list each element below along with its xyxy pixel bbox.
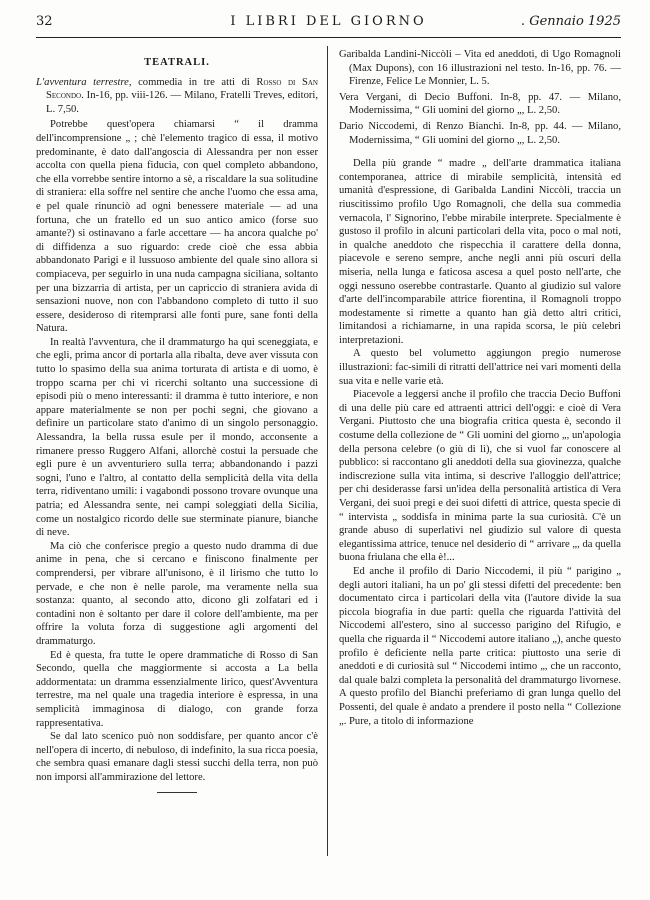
journal-title: I LIBRI DEL GIORNO <box>230 14 427 29</box>
page-number: 32 <box>36 14 53 29</box>
issue-date: Gennaio 1925 <box>529 14 621 29</box>
paragraph: Se dal lato scenico può non soddisfare, per quanto ancor c'è nell'opera di incerto, di nebuloso, di indefinito, la sua ricca poesia, che sembra quasi emanare dagli stessi succhi della terra, non può non imporsi all'ammirazione del lettore. <box>36 731 318 783</box>
left-column <box>36 48 318 793</box>
header-dot: . <box>520 14 525 29</box>
book-author: Rosso di San Secondo <box>46 76 318 102</box>
header-rule <box>36 37 621 38</box>
paragraph: In realtà l'avventura, che il drammaturgo ha qui sceneggiata, e che egli, prima ancor di portarla alla ribalta, deve aver vissuta con tutto lo spasimo della sua anima torturata di artista e di uomo, è troppo scarna per chi vi ricerchi soltanto una successione di episodi più o meno interessanti: il dramma è tutto interiore, e non appare materialmente se non per pochi segni, che giovano a definire un particolare stato d'animo di un singolo personaggio. Alessandra, la bella russa esule per il mondo, acconsente a rimanere presso Ruggero Alfani, allorchè costui la persuade che egli pure è un avventuriero sulla terra; abbandonando i pazzi sogni, l'uno e l'altro, al contatto della semplicità della vita della terra, ridiventano umili: i vagabondi possono trovare ovunque una patria; ed Alessandra sente, nei campi soleggiati della Sicilia, come un nostalgico ricordo delle sue sterminate pianure, bianche di neve. <box>36 336 318 539</box>
book-entry: Dario Niccodemi, di Renzo Bianchi. In-8, pp. 44. — Milano, Modernissima, “ Gli uomini del giorno „, L. 2,50. <box>339 120 621 146</box>
section-separator <box>157 792 197 793</box>
book-details: . In-16, pp. viii-126. — Milano, Fratelli Treves, editori, L. 7,50. <box>46 90 318 115</box>
paragraph: Potrebbe quest'opera chiamarsi “ il dramma dell'incomprensione „ ; chè l'elemento tragico di essa, il motivo predominante, è dato dall'angoscia di Alessandra per non esser accolta con quella piena fiducia, con quel completo abbandono, che ella vorrebbe sentire intorno a sè, a riscaldare la sua solitudine di straniera: ella soffre nel sentire che anche l'uomo che essa ama, e pel quale rinunciò ad ogni benessere materiale — ad una fortuna, che un fratello ed un suo antico amico (forse suo amante?) si ostinavano a farle accettare — ha ancora qualche po' di diffidenza a suo riguardo: crede cioè che essa abbia abbandonato Parigi e il lussuoso ambiente del quale sino allora si compiaceva, per seguirlo in una nuda campagna siciliana, soltanto per una bizzarria di artista, per un capriccio di straniera avida di sensazioni nuove, non con l'abbandono completo di tutto il suo essere, desideroso di ritemprarsi alle fonti pure, sane fonti della Natura. <box>36 119 318 335</box>
section-title: TEATRALI. <box>144 57 210 68</box>
right-column <box>339 48 621 728</box>
book-entry: Vera Vergani, di Decio Buffoni. In-8, pp. 47. — Milano, Modernissima, “ Gli uomini del giorno „, L. 2,50. <box>339 91 621 117</box>
column-divider <box>327 46 328 856</box>
running-header <box>36 14 621 34</box>
paragraph: Della più grande “ madre „ dell'arte drammatica italiana contemporanea, attrice di mirabile semplicità, intensità ed umanità d'espressione, di Garibalda Landini Niccòli, traccia un riuscitissimo profilo Ugo Romagnoli, che della sua commedia vernacola, l' Signorino, l'ebbe mirabile interprete. Specialmente è gustoso il profilo in alcuni particolari della vita, poco o mal noti, in qualche aneddoto che rispecchia il carattere della donna, piacevole e sereno sempre, anche negli anni più oscuri della miseria, nella lunga e faticosa ascesa a quel posto nell'arte, che oggi nessuno oserebbe contrastarle. Quanto al giudizio sul valore d'arte dell'incomparabile attrice fiorentina, il Romagnoli troppo modestamente si rimette a quanto han già detto altri critici, limitandosi a richiamarne, in una rapida scorsa, le più celebri interpretazioni. <box>339 158 621 346</box>
paragraph: Ma ciò che conferisce pregio a questo nudo dramma di due anime in pena, che si cercano e finiscono finalmente per comprendersi, per vibrare all'unisono, è il lirismo che tutto lo pervade, e che non è nelle parole, ma veramente nella sua sostanza: quanto, al secondo atto, dicono gli zolfatari ed i contadini non è soltanto per dare il colore dell'ambiente, ma per offrire la voluta forza di suggestione agli argomenti del drammaturgo. <box>36 540 318 647</box>
book-title: L'avventura terrestre, <box>36 76 132 88</box>
book-entry: Garibalda Landini-Niccòli – Vita ed aneddoti, di Ugo Romagnoli (Max Dupons), con 16 illustrazioni nel testo. In-16, pp. 76. — Firenze, Felice Le Monnier, L. 5. <box>339 49 621 88</box>
paragraph: Ed è questa, fra tutte le opere drammatiche di Rosso di San Secondo, quella che maggiormente si accosta a La bella addormentata: un dramma essenzialmente lirico, quest'Avventura terrestre, ma nel quale una tragedia interiore è espressa, in una semplicità immaginosa di dialogo, con grande forza rappresentativa. <box>36 649 318 729</box>
book-desc: commedia in tre atti di <box>131 76 257 88</box>
paragraph: A questo bel volumetto aggiungon pregio numerose illustrazioni: fac-simili di ritratti dell'attrice nei vari momenti della sua vita e nelle varie età. <box>339 348 621 387</box>
paragraph: Ed anche il profilo di Dario Niccodemi, il più “ parigino „ degli autori italiani, ha un po' gli stessi difetti del precedente: ben documentato circa i particolari della vita (l'autore divide la sua piccola biografia in due parti: quella che riguarda l'attività del Niccodemi all'estero, sino al successo parigino del Rifugio, e quella che riguarda il “ Niccodemi autore italiano „), anche questo profilo è deficiente nella parte critica: piuttosto una serie di aneddoti e di curiosità sul “ Niccodemi intimo „, che un racconto, dal quale balzi completa la personalità del drammaturgo livornese. A questo profilo del Bianchi preferiamo di gran lunga quello del Possenti, del quale è andato a prendere il posto nella “ Collezione „. Pure, a titolo di informazione <box>339 565 621 727</box>
book-entry <box>36 76 318 117</box>
paragraph: Piacevole a leggersi anche il profilo che traccia Decio Buffoni di una delle più care ed attraenti attrici dell'oggi: e cioè di Vera Vergani. Piuttosto che una biografia critica questa è, secondo il costume della collezione de “ Gli uomini del giorno „, un'apologia della persona celebre (o giù di lì), che si vuol far conoscere al pubblico: si raccontano gli aneddoti della sua giovinezza, qualche indiscrezione sulla vita intima, si descrive l'alloggio dell'attrice; per chi desiderasse farsi un'idea della personalità artistica di Vera Vergani, dei suoi pregi e dei suoi difetti di attrice, questa specie di “ intervista „ soddisfa in minima parte la sua curiosità. C'è un grande abuso di superlativi nel giudizio sul valore di questa elegantissima attrice, tenuce nel desiderio di “ arrivare „, da quella buona friulana che ella è!... <box>339 389 621 564</box>
